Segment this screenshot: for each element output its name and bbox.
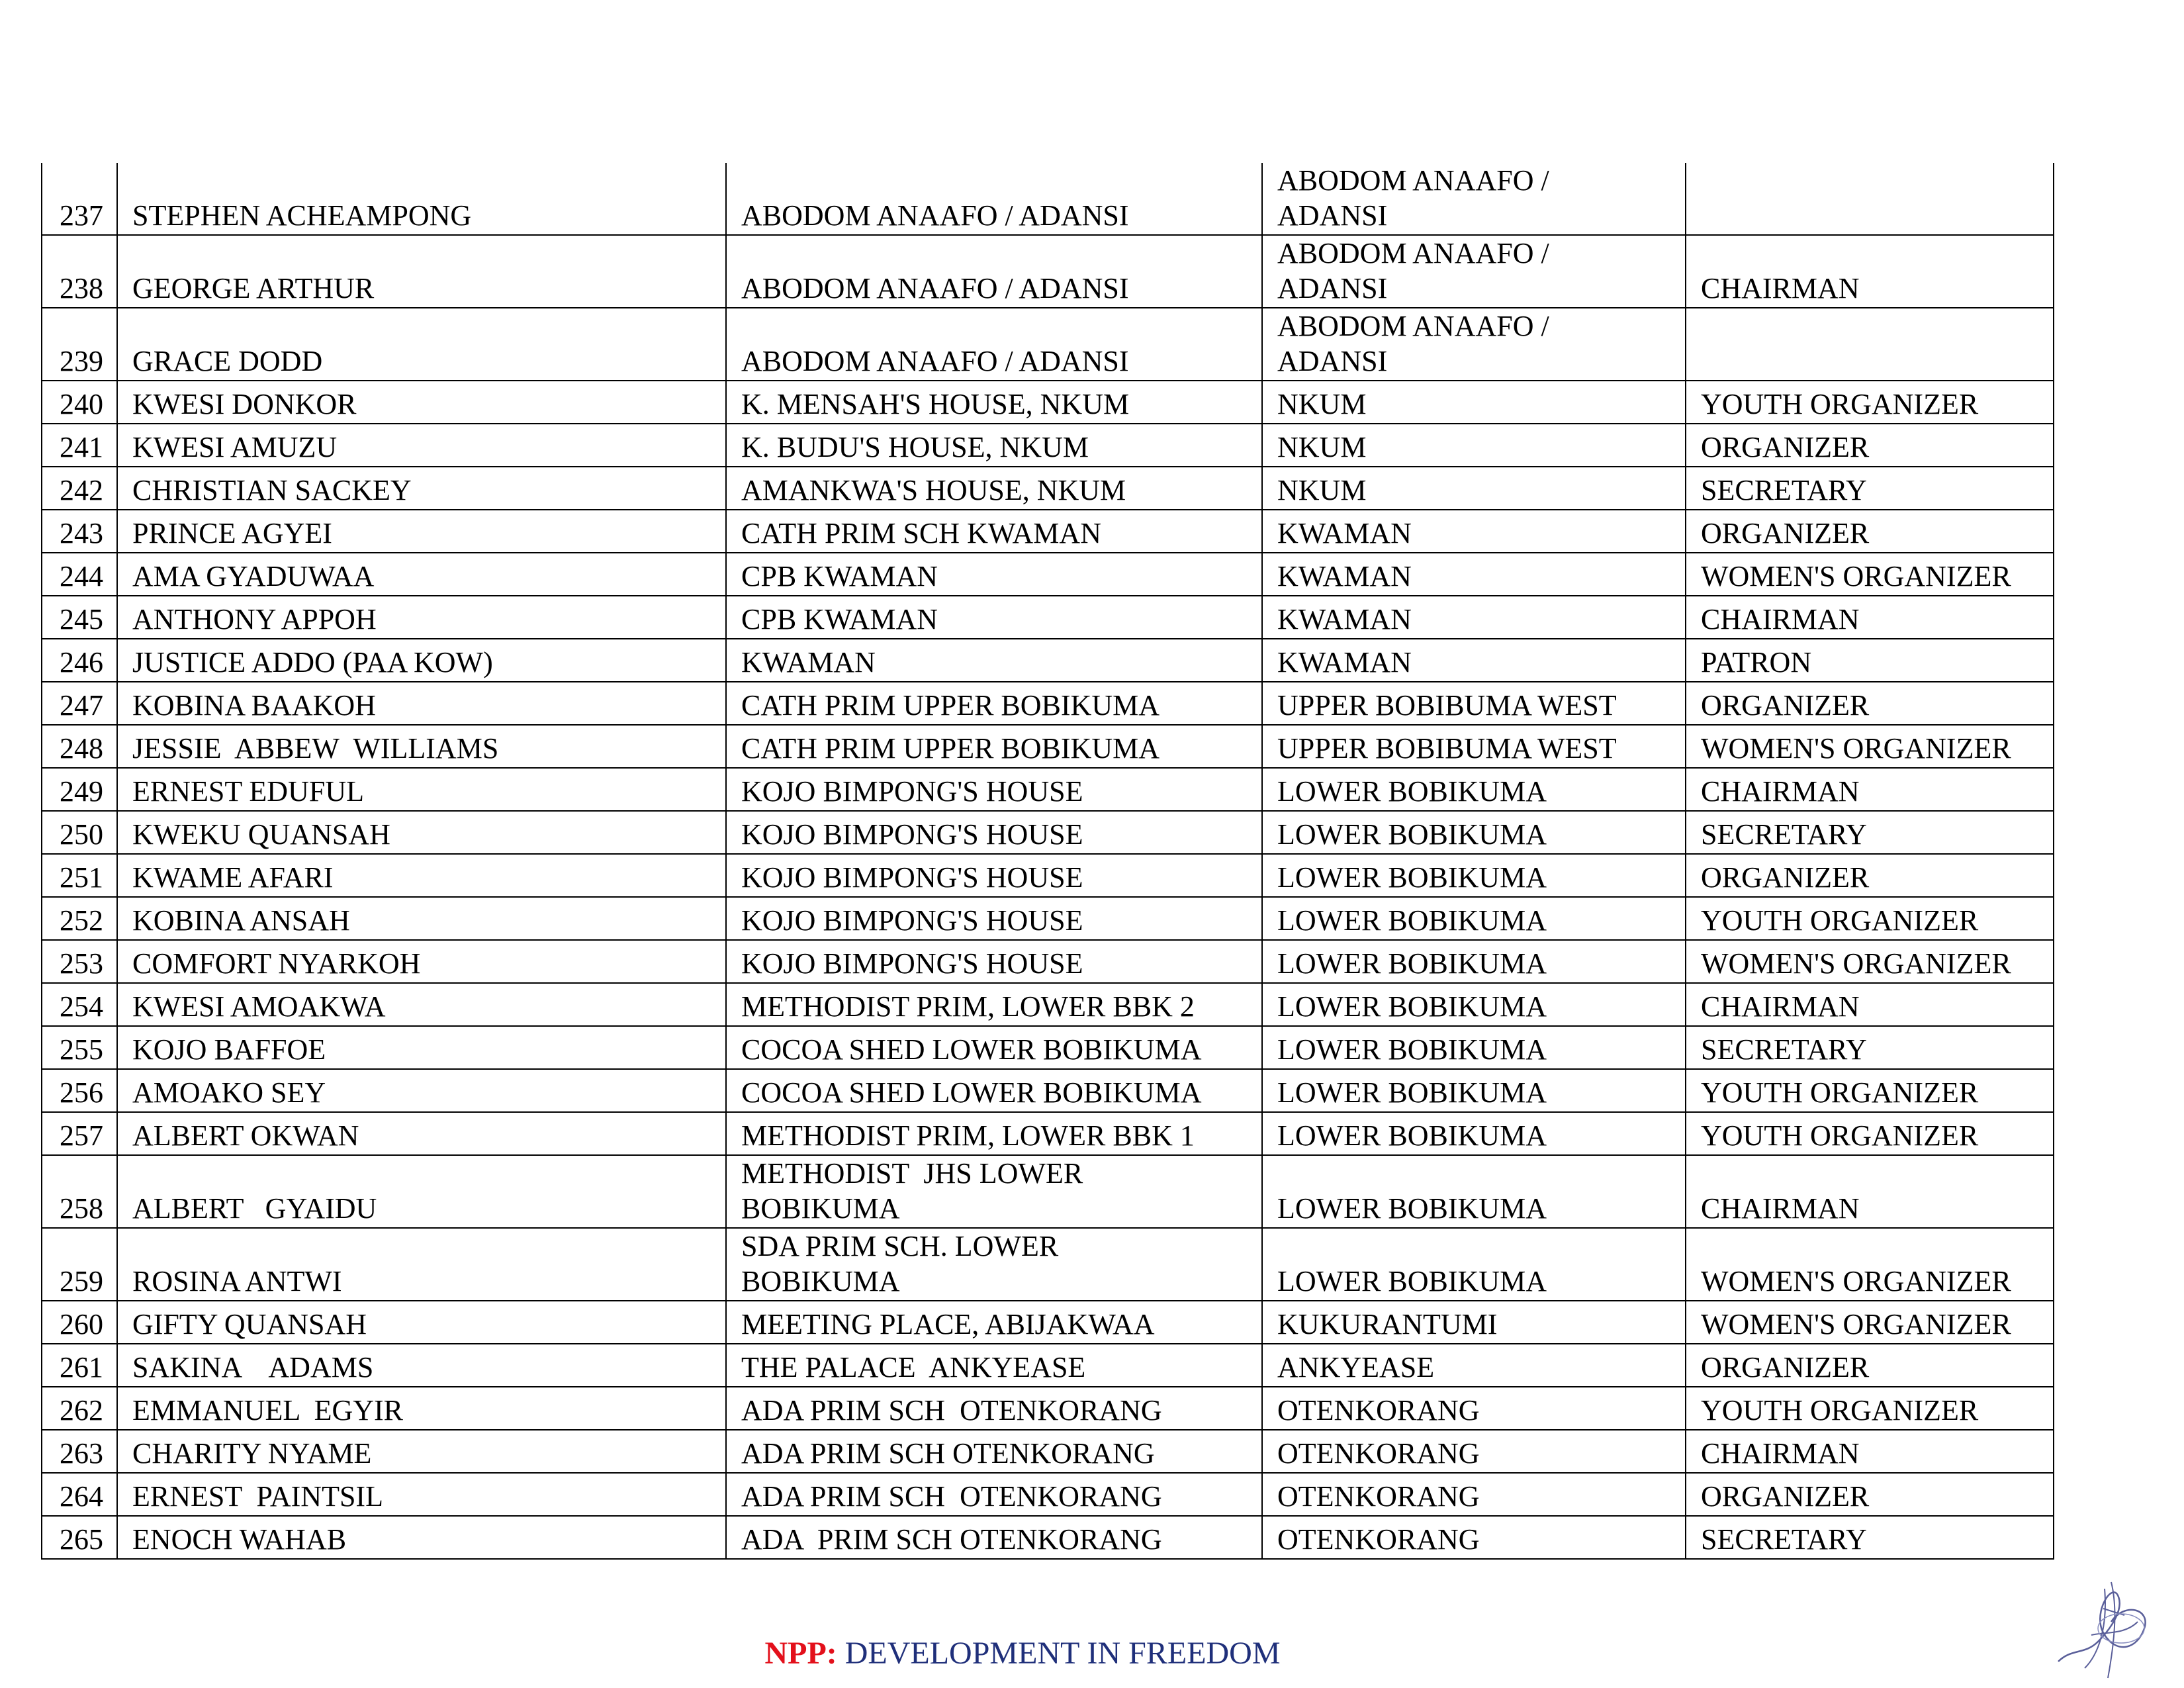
- cell-number: 238: [42, 235, 117, 308]
- cell-number: 249: [42, 768, 117, 811]
- cell-number: 250: [42, 811, 117, 854]
- cell-number: 251: [42, 854, 117, 897]
- cell-name: KWAME AFARI: [117, 854, 726, 897]
- cell-name: JUSTICE ADDO (PAA KOW): [117, 639, 726, 682]
- table-row: [42, 725, 2054, 768]
- cell-name: ALBERT OKWAN: [117, 1112, 726, 1155]
- cell-location: K. BUDU'S HOUSE, NKUM: [726, 424, 1262, 467]
- table-row: [42, 639, 2054, 682]
- cell-name: KOBINA ANSAH: [117, 897, 726, 940]
- table-row: [42, 1069, 2054, 1112]
- table-row: [42, 854, 2054, 897]
- cell-area: ABODOM ANAAFO / ADANSI: [1262, 235, 1686, 308]
- members-table-body: [42, 163, 2054, 1559]
- table-row: [42, 510, 2054, 553]
- cell-position: ORGANIZER: [1686, 682, 2054, 725]
- cell-location: ADA PRIM SCH OTENKORANG: [726, 1430, 1262, 1473]
- footer-slogan-text: DEVELOPMENT IN FREEDOM: [844, 1636, 1281, 1671]
- cell-position: WOMEN'S ORGANIZER: [1686, 553, 2054, 596]
- table-row: [42, 424, 2054, 467]
- cell-name: SAKINA ADAMS: [117, 1344, 726, 1387]
- cell-area: LOWER BOBIKUMA: [1262, 1155, 1686, 1228]
- cell-location: ADA PRIM SCH OTENKORANG: [726, 1473, 1262, 1516]
- cell-number: 261: [42, 1344, 117, 1387]
- cell-name: GEORGE ARTHUR: [117, 235, 726, 308]
- cell-location: KOJO BIMPONG'S HOUSE: [726, 854, 1262, 897]
- table-row: [42, 1473, 2054, 1516]
- cell-location: KOJO BIMPONG'S HOUSE: [726, 811, 1262, 854]
- table-row: [42, 897, 2054, 940]
- cell-name: KOBINA BAAKOH: [117, 682, 726, 725]
- footer-brand: NPP:: [764, 1636, 837, 1671]
- cell-name: ERNEST PAINTSIL: [117, 1473, 726, 1516]
- cell-location: ABODOM ANAAFO / ADANSI: [726, 235, 1262, 308]
- cell-position: ORGANIZER: [1686, 1344, 2054, 1387]
- cell-position: CHAIRMAN: [1686, 235, 2054, 308]
- table-row: [42, 1516, 2054, 1559]
- cell-position: CHAIRMAN: [1686, 768, 2054, 811]
- table-row: [42, 1112, 2054, 1155]
- cell-position: YOUTH ORGANIZER: [1686, 1387, 2054, 1430]
- cell-name: EMMANUEL EGYIR: [117, 1387, 726, 1430]
- cell-location: COCOA SHED LOWER BOBIKUMA: [726, 1069, 1262, 1112]
- cell-position: SECRETARY: [1686, 1026, 2054, 1069]
- cell-position: ORGANIZER: [1686, 424, 2054, 467]
- cell-area: LOWER BOBIKUMA: [1262, 940, 1686, 983]
- table-row: [42, 163, 2054, 235]
- table-row: [42, 682, 2054, 725]
- signature-icon: [2045, 1569, 2164, 1688]
- cell-number: 242: [42, 467, 117, 510]
- cell-name: STEPHEN ACHEAMPONG: [117, 163, 726, 235]
- table-row: [42, 381, 2054, 424]
- cell-position: WOMEN'S ORGANIZER: [1686, 725, 2054, 768]
- cell-number: 243: [42, 510, 117, 553]
- cell-number: 262: [42, 1387, 117, 1430]
- cell-location: KOJO BIMPONG'S HOUSE: [726, 897, 1262, 940]
- cell-area: LOWER BOBIKUMA: [1262, 897, 1686, 940]
- cell-number: 246: [42, 639, 117, 682]
- cell-area: KWAMAN: [1262, 639, 1686, 682]
- cell-location: ADA PRIM SCH OTENKORANG: [726, 1516, 1262, 1559]
- cell-name: KWESI AMOAKWA: [117, 983, 726, 1026]
- cell-name: ALBERT GYAIDU: [117, 1155, 726, 1228]
- cell-area: OTENKORANG: [1262, 1516, 1686, 1559]
- cell-name: KWESI AMUZU: [117, 424, 726, 467]
- cell-location: CATH PRIM UPPER BOBIKUMA: [726, 725, 1262, 768]
- cell-number: 240: [42, 381, 117, 424]
- cell-number: 257: [42, 1112, 117, 1155]
- cell-location: CATH PRIM SCH KWAMAN: [726, 510, 1262, 553]
- cell-area: UPPER BOBIBUMA WEST: [1262, 682, 1686, 725]
- cell-location: THE PALACE ANKYEASE: [726, 1344, 1262, 1387]
- cell-number: 237: [42, 163, 117, 235]
- cell-name: ENOCH WAHAB: [117, 1516, 726, 1559]
- cell-area: LOWER BOBIKUMA: [1262, 854, 1686, 897]
- cell-name: AMOAKO SEY: [117, 1069, 726, 1112]
- cell-name: COMFORT NYARKOH: [117, 940, 726, 983]
- cell-area: LOWER BOBIKUMA: [1262, 1228, 1686, 1301]
- cell-position: ORGANIZER: [1686, 510, 2054, 553]
- cell-area: NKUM: [1262, 424, 1686, 467]
- cell-number: 253: [42, 940, 117, 983]
- table-row: [42, 467, 2054, 510]
- table-row: [42, 940, 2054, 983]
- cell-location: ADA PRIM SCH OTENKORANG: [726, 1387, 1262, 1430]
- cell-number: 248: [42, 725, 117, 768]
- cell-name: CHRISTIAN SACKEY: [117, 467, 726, 510]
- cell-name: KOJO BAFFOE: [117, 1026, 726, 1069]
- table-row: [42, 1430, 2054, 1473]
- cell-area: ABODOM ANAAFO / ADANSI: [1262, 308, 1686, 381]
- cell-area: ANKYEASE: [1262, 1344, 1686, 1387]
- table-row: [42, 811, 2054, 854]
- members-table: [41, 163, 2054, 1560]
- table-row: [42, 1344, 2054, 1387]
- cell-number: 241: [42, 424, 117, 467]
- cell-location: KOJO BIMPONG'S HOUSE: [726, 940, 1262, 983]
- cell-name: ROSINA ANTWI: [117, 1228, 726, 1301]
- cell-area: UPPER BOBIBUMA WEST: [1262, 725, 1686, 768]
- cell-area: OTENKORANG: [1262, 1387, 1686, 1430]
- cell-number: 247: [42, 682, 117, 725]
- cell-area: LOWER BOBIKUMA: [1262, 1069, 1686, 1112]
- cell-number: 263: [42, 1430, 117, 1473]
- table-row: [42, 1387, 2054, 1430]
- table-row: [42, 553, 2054, 596]
- cell-position: CHAIRMAN: [1686, 1430, 2054, 1473]
- cell-location: METHODIST PRIM, LOWER BBK 1: [726, 1112, 1262, 1155]
- cell-name: ERNEST EDUFUL: [117, 768, 726, 811]
- table-row: [42, 596, 2054, 639]
- cell-area: KWAMAN: [1262, 553, 1686, 596]
- cell-position: YOUTH ORGANIZER: [1686, 1112, 2054, 1155]
- cell-area: LOWER BOBIKUMA: [1262, 1112, 1686, 1155]
- cell-position: CHAIRMAN: [1686, 983, 2054, 1026]
- cell-number: 256: [42, 1069, 117, 1112]
- table-row: [42, 1301, 2054, 1344]
- cell-location: KWAMAN: [726, 639, 1262, 682]
- cell-position: WOMEN'S ORGANIZER: [1686, 940, 2054, 983]
- cell-number: 259: [42, 1228, 117, 1301]
- cell-name: CHARITY NYAME: [117, 1430, 726, 1473]
- cell-location: KOJO BIMPONG'S HOUSE: [726, 768, 1262, 811]
- table-row: [42, 235, 2054, 308]
- cell-location: METHODIST PRIM, LOWER BBK 2: [726, 983, 1262, 1026]
- cell-position: ORGANIZER: [1686, 854, 2054, 897]
- cell-location: CPB KWAMAN: [726, 553, 1262, 596]
- table-row: [42, 768, 2054, 811]
- cell-number: 260: [42, 1301, 117, 1344]
- cell-area: LOWER BOBIKUMA: [1262, 768, 1686, 811]
- table-row: [42, 1228, 2054, 1301]
- cell-name: AMA GYADUWAA: [117, 553, 726, 596]
- cell-name: KWESI DONKOR: [117, 381, 726, 424]
- cell-position: WOMEN'S ORGANIZER: [1686, 1301, 2054, 1344]
- cell-location: MEETING PLACE, ABIJAKWAA: [726, 1301, 1262, 1344]
- cell-number: 252: [42, 897, 117, 940]
- table-row: [42, 1155, 2054, 1228]
- cell-location: METHODIST JHS LOWER BOBIKUMA: [726, 1155, 1262, 1228]
- cell-position: [1686, 308, 2054, 381]
- cell-number: 264: [42, 1473, 117, 1516]
- cell-position: YOUTH ORGANIZER: [1686, 381, 2054, 424]
- cell-number: 244: [42, 553, 117, 596]
- cell-location: AMANKWA'S HOUSE, NKUM: [726, 467, 1262, 510]
- cell-area: OTENKORANG: [1262, 1430, 1686, 1473]
- cell-area: KWAMAN: [1262, 596, 1686, 639]
- cell-location: CPB KWAMAN: [726, 596, 1262, 639]
- cell-name: JESSIE ABBEW WILLIAMS: [117, 725, 726, 768]
- cell-name: KWEKU QUANSAH: [117, 811, 726, 854]
- cell-position: CHAIRMAN: [1686, 1155, 2054, 1228]
- table-row: [42, 1026, 2054, 1069]
- cell-area: ABODOM ANAAFO / ADANSI: [1262, 163, 1686, 235]
- cell-position: [1686, 163, 2054, 235]
- table-row: [42, 308, 2054, 381]
- cell-location: K. MENSAH'S HOUSE, NKUM: [726, 381, 1262, 424]
- cell-position: SECRETARY: [1686, 467, 2054, 510]
- cell-location: SDA PRIM SCH. LOWER BOBIKUMA: [726, 1228, 1262, 1301]
- cell-name: GIFTY QUANSAH: [117, 1301, 726, 1344]
- cell-area: KWAMAN: [1262, 510, 1686, 553]
- cell-number: 258: [42, 1155, 117, 1228]
- cell-area: KUKURANTUMI: [1262, 1301, 1686, 1344]
- cell-position: YOUTH ORGANIZER: [1686, 1069, 2054, 1112]
- table-row: [42, 983, 2054, 1026]
- cell-position: ORGANIZER: [1686, 1473, 2054, 1516]
- cell-number: 245: [42, 596, 117, 639]
- cell-area: OTENKORANG: [1262, 1473, 1686, 1516]
- footer-slogan: [0, 1635, 2045, 1671]
- cell-position: YOUTH ORGANIZER: [1686, 897, 2054, 940]
- cell-position: CHAIRMAN: [1686, 596, 2054, 639]
- cell-location: ABODOM ANAAFO / ADANSI: [726, 308, 1262, 381]
- cell-name: ANTHONY APPOH: [117, 596, 726, 639]
- cell-position: WOMEN'S ORGANIZER: [1686, 1228, 2054, 1301]
- cell-number: 254: [42, 983, 117, 1026]
- cell-area: LOWER BOBIKUMA: [1262, 1026, 1686, 1069]
- cell-area: LOWER BOBIKUMA: [1262, 811, 1686, 854]
- cell-number: 255: [42, 1026, 117, 1069]
- cell-position: PATRON: [1686, 639, 2054, 682]
- cell-position: SECRETARY: [1686, 811, 2054, 854]
- cell-location: ABODOM ANAAFO / ADANSI: [726, 163, 1262, 235]
- cell-number: 265: [42, 1516, 117, 1559]
- cell-area: NKUM: [1262, 467, 1686, 510]
- cell-position: SECRETARY: [1686, 1516, 2054, 1559]
- cell-name: PRINCE AGYEI: [117, 510, 726, 553]
- cell-number: 239: [42, 308, 117, 381]
- cell-name: GRACE DODD: [117, 308, 726, 381]
- cell-location: CATH PRIM UPPER BOBIKUMA: [726, 682, 1262, 725]
- cell-location: COCOA SHED LOWER BOBIKUMA: [726, 1026, 1262, 1069]
- cell-area: LOWER BOBIKUMA: [1262, 983, 1686, 1026]
- cell-area: NKUM: [1262, 381, 1686, 424]
